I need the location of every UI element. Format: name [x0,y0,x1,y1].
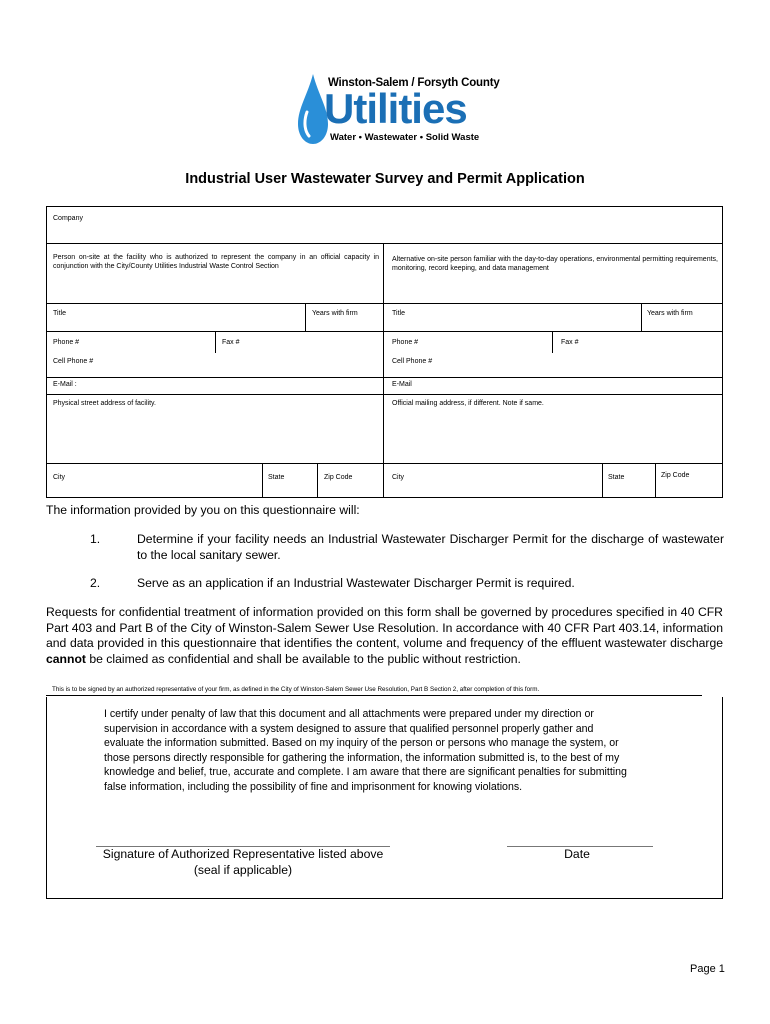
grid-line [47,303,722,304]
contact-form-grid [46,206,723,498]
logo-top-line: Winston-Salem / Forsyth County [328,77,500,89]
grid-line [655,463,656,498]
grid-line [262,463,263,498]
cell-left-field[interactable]: Cell Phone # [53,358,94,365]
phone-right-field[interactable]: Phone # [392,339,419,346]
fax-left-field[interactable]: Fax # [222,339,240,346]
email-right-field[interactable]: E-Mail [392,381,412,388]
logo-tagline: Water • Wastewater • Solid Waste [330,132,480,143]
document-title: Industrial User Wastewater Survey and Permit Application [185,171,585,187]
mailing-address-field[interactable]: Official mailing address, if different. Note if same. [392,400,544,407]
fax-right-field[interactable]: Fax # [561,339,579,346]
grid-line [47,377,722,378]
grid-line [215,331,216,353]
zip-right-field[interactable]: Zip Code [661,472,690,479]
confidentiality-text-end: be claimed as confidential and shall be available to the public without restriction. [85,651,521,666]
certification-line: knowledge and belief, true, accurate and complete. I am aware that there are significant penalties for submitting [104,766,627,779]
zip-left-field[interactable]: Zip Code [324,474,353,481]
phone-left-field[interactable]: Phone # [53,339,80,346]
company-field[interactable]: Company [53,215,83,222]
city-left-field[interactable]: City [53,474,66,481]
confidentiality-emphasis: cannot [46,651,86,666]
signature-label-line2: (seal if applicable) [193,863,293,877]
certification-line: false information, including the possibility of fine and imprisonment for knowing violations. [104,780,523,793]
signature-label [96,846,390,878]
certification-line: those persons directly responsible for gathering the information, the information submitted is, to the best of my [104,751,620,764]
title-right-field[interactable]: Title [392,310,405,317]
list-item-text: Serve as an application if an Industrial Wastewater Discharger Permit is required. [137,576,575,590]
years-left-field[interactable]: Years with firm [312,310,358,317]
grid-line [383,243,384,498]
confidentiality-text: Requests for confidential treatment of information provided on this form shall be governed by procedures specified in 40 CFR Part 403 and Part B of the City of Winston-Salem Sewer Use Resolution. In accordance with 40 CFR Part 403.14, information and data provided in this questionnaire that identifies the content, volume and frequency of the effluent wastewater discharge [46,605,723,651]
list-item-text: Determine if your facility needs an Industrial Wastewater Discharger Permit for the discharge of wastewater to the local sanitary sewer. [137,532,724,562]
utilities-logo [290,70,500,150]
certification-line: supervision in accordance with a system designed to assure that qualified personnel properly gather and [104,722,594,735]
date-label: Date [564,847,590,861]
list-item-number: 2. [90,576,101,590]
state-right-field[interactable]: State [608,474,625,481]
grid-line [602,463,603,498]
intro-text: The information provided by you on this questionnaire will: [46,503,360,517]
certification-line: I certify under penalty of law that this document and all attachments were prepared under my direction or [104,708,594,720]
email-left-field[interactable]: E-Mail : [53,381,77,388]
confidentiality-paragraph [46,605,723,667]
grid-line [47,331,722,332]
title-left-field[interactable]: Title [53,310,66,317]
person-onsite-field[interactable]: Person on-site at the facility who is authorized to represent the company in an official capacity in conjunction with the City/County Utilities Industrial Waste Control Section [53,254,379,270]
city-right-field[interactable]: City [392,474,405,481]
cell-right-field[interactable]: Cell Phone # [392,358,433,365]
logo-brand: Utilities [324,85,467,132]
grid-line [47,463,722,464]
years-right-field[interactable]: Years with firm [647,310,693,317]
grid-line [47,243,722,244]
grid-line [641,303,642,331]
signature-label-line1: Signature of Authorized Representative listed above [102,847,384,861]
grid-line [317,463,318,498]
list-item-number: 1. [90,532,101,546]
page-number: Page 1 [690,963,725,975]
certification-line: evaluate the information submitted. Based on my inquiry of the person or persons who manage the system, or [104,737,619,750]
state-left-field[interactable]: State [268,474,285,481]
grid-line [305,303,306,331]
certification-statement [104,707,684,795]
alt-person-field[interactable]: Alternative on-site person familiar with the day-to-day operations, environmental permitting requirements, monitoring, record keeping, and data management [392,256,718,272]
grid-line [552,331,553,353]
grid-line [47,394,722,395]
certification-note: This is to be signed by an authorized representative of your firm, as defined in the City of Winston-Salem Sewer Use Resolution, Part B Section 2, after completion of this form. [46,684,702,696]
physical-address-field[interactable]: Physical street address of facility. [53,400,156,407]
